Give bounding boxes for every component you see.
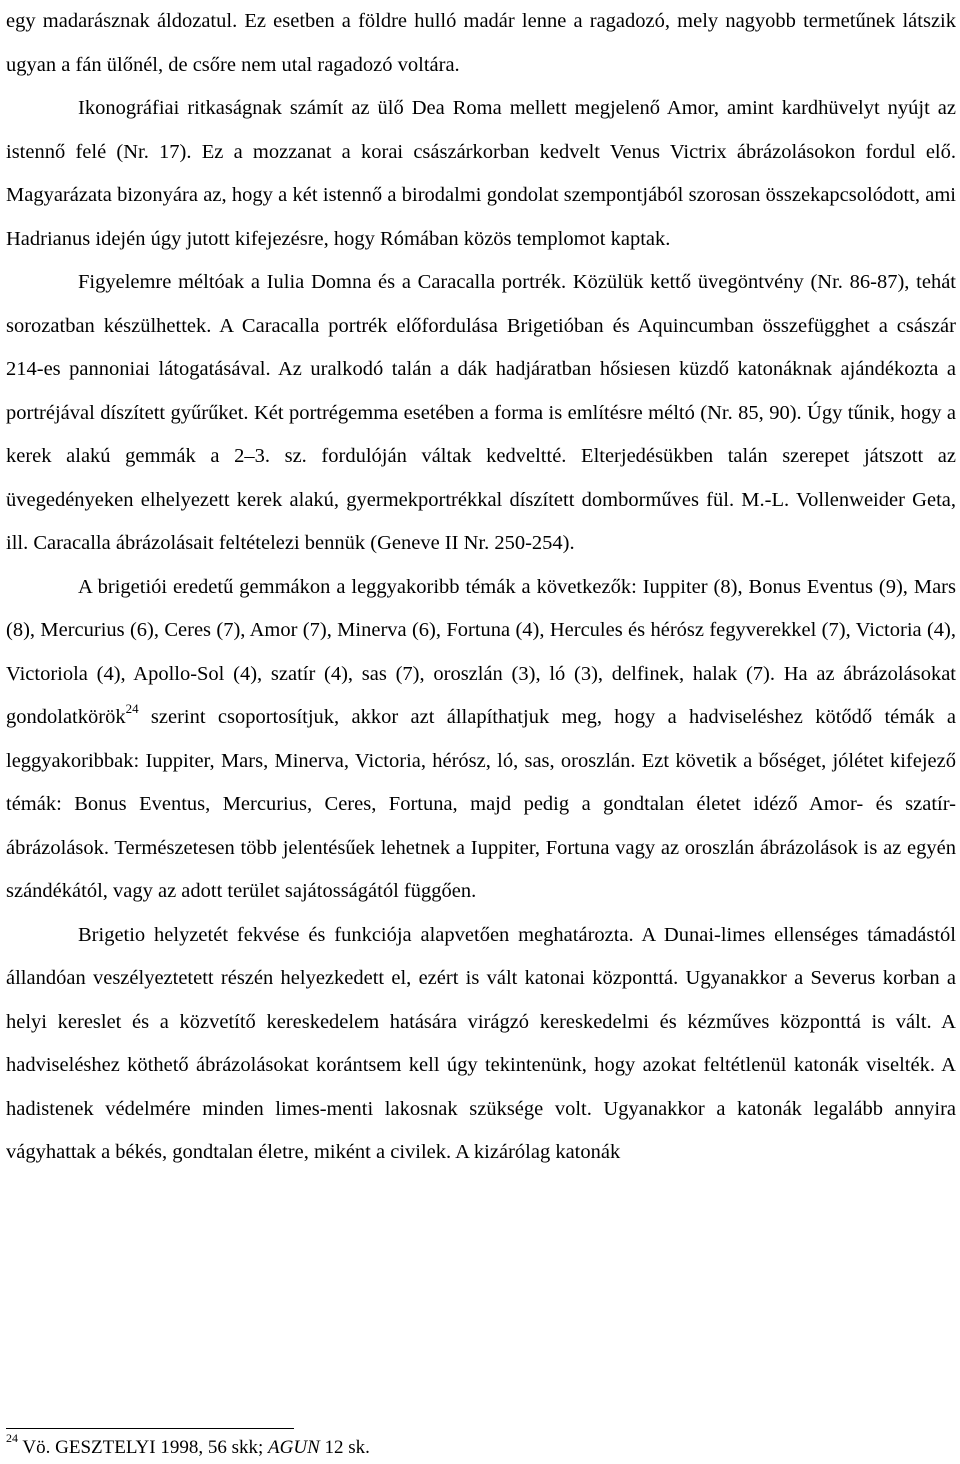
footnote-text-end: 12 sk. — [319, 1437, 370, 1458]
paragraph: Ikonográfiai ritkaságnak számít az ülő Dea Roma mellett megjelenő Amor, amint kardhüvelyt nyújt az istennő felé (Nr. 17). Ez a mozzanat a korai császárkorban kedvelt Venus Victrix ábrázolásokon fordul elő. Magyarázata bizonyára az, hogy a két istennő a birodalmi gondolat szempontjából szorosan összekapcsolódott, ami Hadrianus idején úgy jutott kifejezésre, hogy Rómában közös templomot kaptak. — [6, 97, 956, 250]
footnote-reference[interactable]: 24 — [125, 701, 139, 717]
paragraph: egy madarásznak áldozatul. Ez esetben a földre hulló madár lenne a ragadozó, mely nagyobb termetűnek látszik ugyan a fán ülőnél, de csőre nem utal ragadozó voltára. — [6, 10, 956, 76]
footnote-text: Vö. GESZTELYI 1998, 56 skk — [18, 1437, 258, 1458]
footnote-number: 24 — [6, 1430, 18, 1445]
footnote — [6, 1430, 946, 1460]
paragraph — [6, 566, 956, 914]
footnote-italic-title: AGUN — [268, 1437, 320, 1458]
document-body — [6, 0, 956, 1175]
paragraph-text: szerint csoportosítjuk, akkor azt állapíthatjuk meg, hogy a hadviseléshez kötődő témák a leggyakoribbak: Iuppiter, Mars, Minerva, Victoria, hérósz, ló, sas, oroszlán. Ezt követik a bőséget, jólétet kifejező témák: Bonus Eventus, Mercurius, Ceres, Fortuna, majd pedig a gondtalan életet idéző Amor- és szatír-ábrázolások. Természetesen több jelentésűek lehetnek a Iuppiter, Fortuna vagy az oroszlán ábrázolások is az egyén szándékától, vagy az adott terület sajátosságától függően. — [6, 706, 956, 902]
paragraph-text: A brigetiói eredetű gemmákon a leggyakoribb témák a következők: Iuppiter (8), Bonus Eventus (9), Mars (8), Mercurius (6), Ceres (7), Amor (7), Minerva (6), Fortuna (4), Hercules és hérósz fegyverekkel (7), Victoria (4), Victoriola (4), Apollo-Sol (4), szatír (4), sas (7), oroszlán (3), ló (3), delfinek, halak (7). Ha az ábrázolásokat gondolatkörök — [6, 575, 956, 728]
paragraph: Figyelemre méltóak a Iulia Domna és a Caracalla portrék. Közülük kettő üvegöntvény (Nr. 86-87), tehát sorozatban készülhettek. A Caracalla portrék előfordulása Brigetióban és Aquincumban összefügghet a császár 214-es pannoniai látogatásával. Az uralkodó talán a dák hadjáratban hősiesen küzdő katonáknak ajándékozta a portréjával díszített gyűrűket. Két portrégemma esetében a forma is említésre méltó (Nr. 85, 90). Úgy tűnik, hogy a kerek alakú gemmák a 2–3. sz. fordulóján váltak kedveltté. Elterjedésükben talán szerepet játszott az üvegedényeken elhelyezett kerek alakú, gyermekportrékkal díszített domborműves fül. M.-L. Vollenweider Geta, ill. Caracalla ábrázolásait feltételezi bennük (Geneve II Nr. 250-254). — [6, 271, 956, 554]
document-page — [6, 0, 956, 1175]
footnote-separator — [6, 1428, 294, 1429]
footnote-separator-text: ; — [258, 1437, 269, 1458]
paragraph: Brigetio helyzetét fekvése és funkciója alapvetően meghatározta. A Dunai-limes ellenséges támadástól állandóan veszélyeztetett részén helyezkedett el, ezért is vált katonai központtá. Ugyanakkor a Severus korban a helyi kereslet és a közvetítő kereskedelem hatására virágzó kereskedelmi és kézműves központtá is vált. A hadviseléshez köthető ábrázolásokat korántsem kell úgy tekintenünk, hogy azokat feltétlenül katonák viselték. A hadistenek védelmére minden limes-menti lakosnak szüksége volt. Ugyanakkor a katonák legalább annyira vágyhattak a békés, gondtalan életre, miként a civilek. A kizárólag katonák — [6, 923, 956, 1163]
